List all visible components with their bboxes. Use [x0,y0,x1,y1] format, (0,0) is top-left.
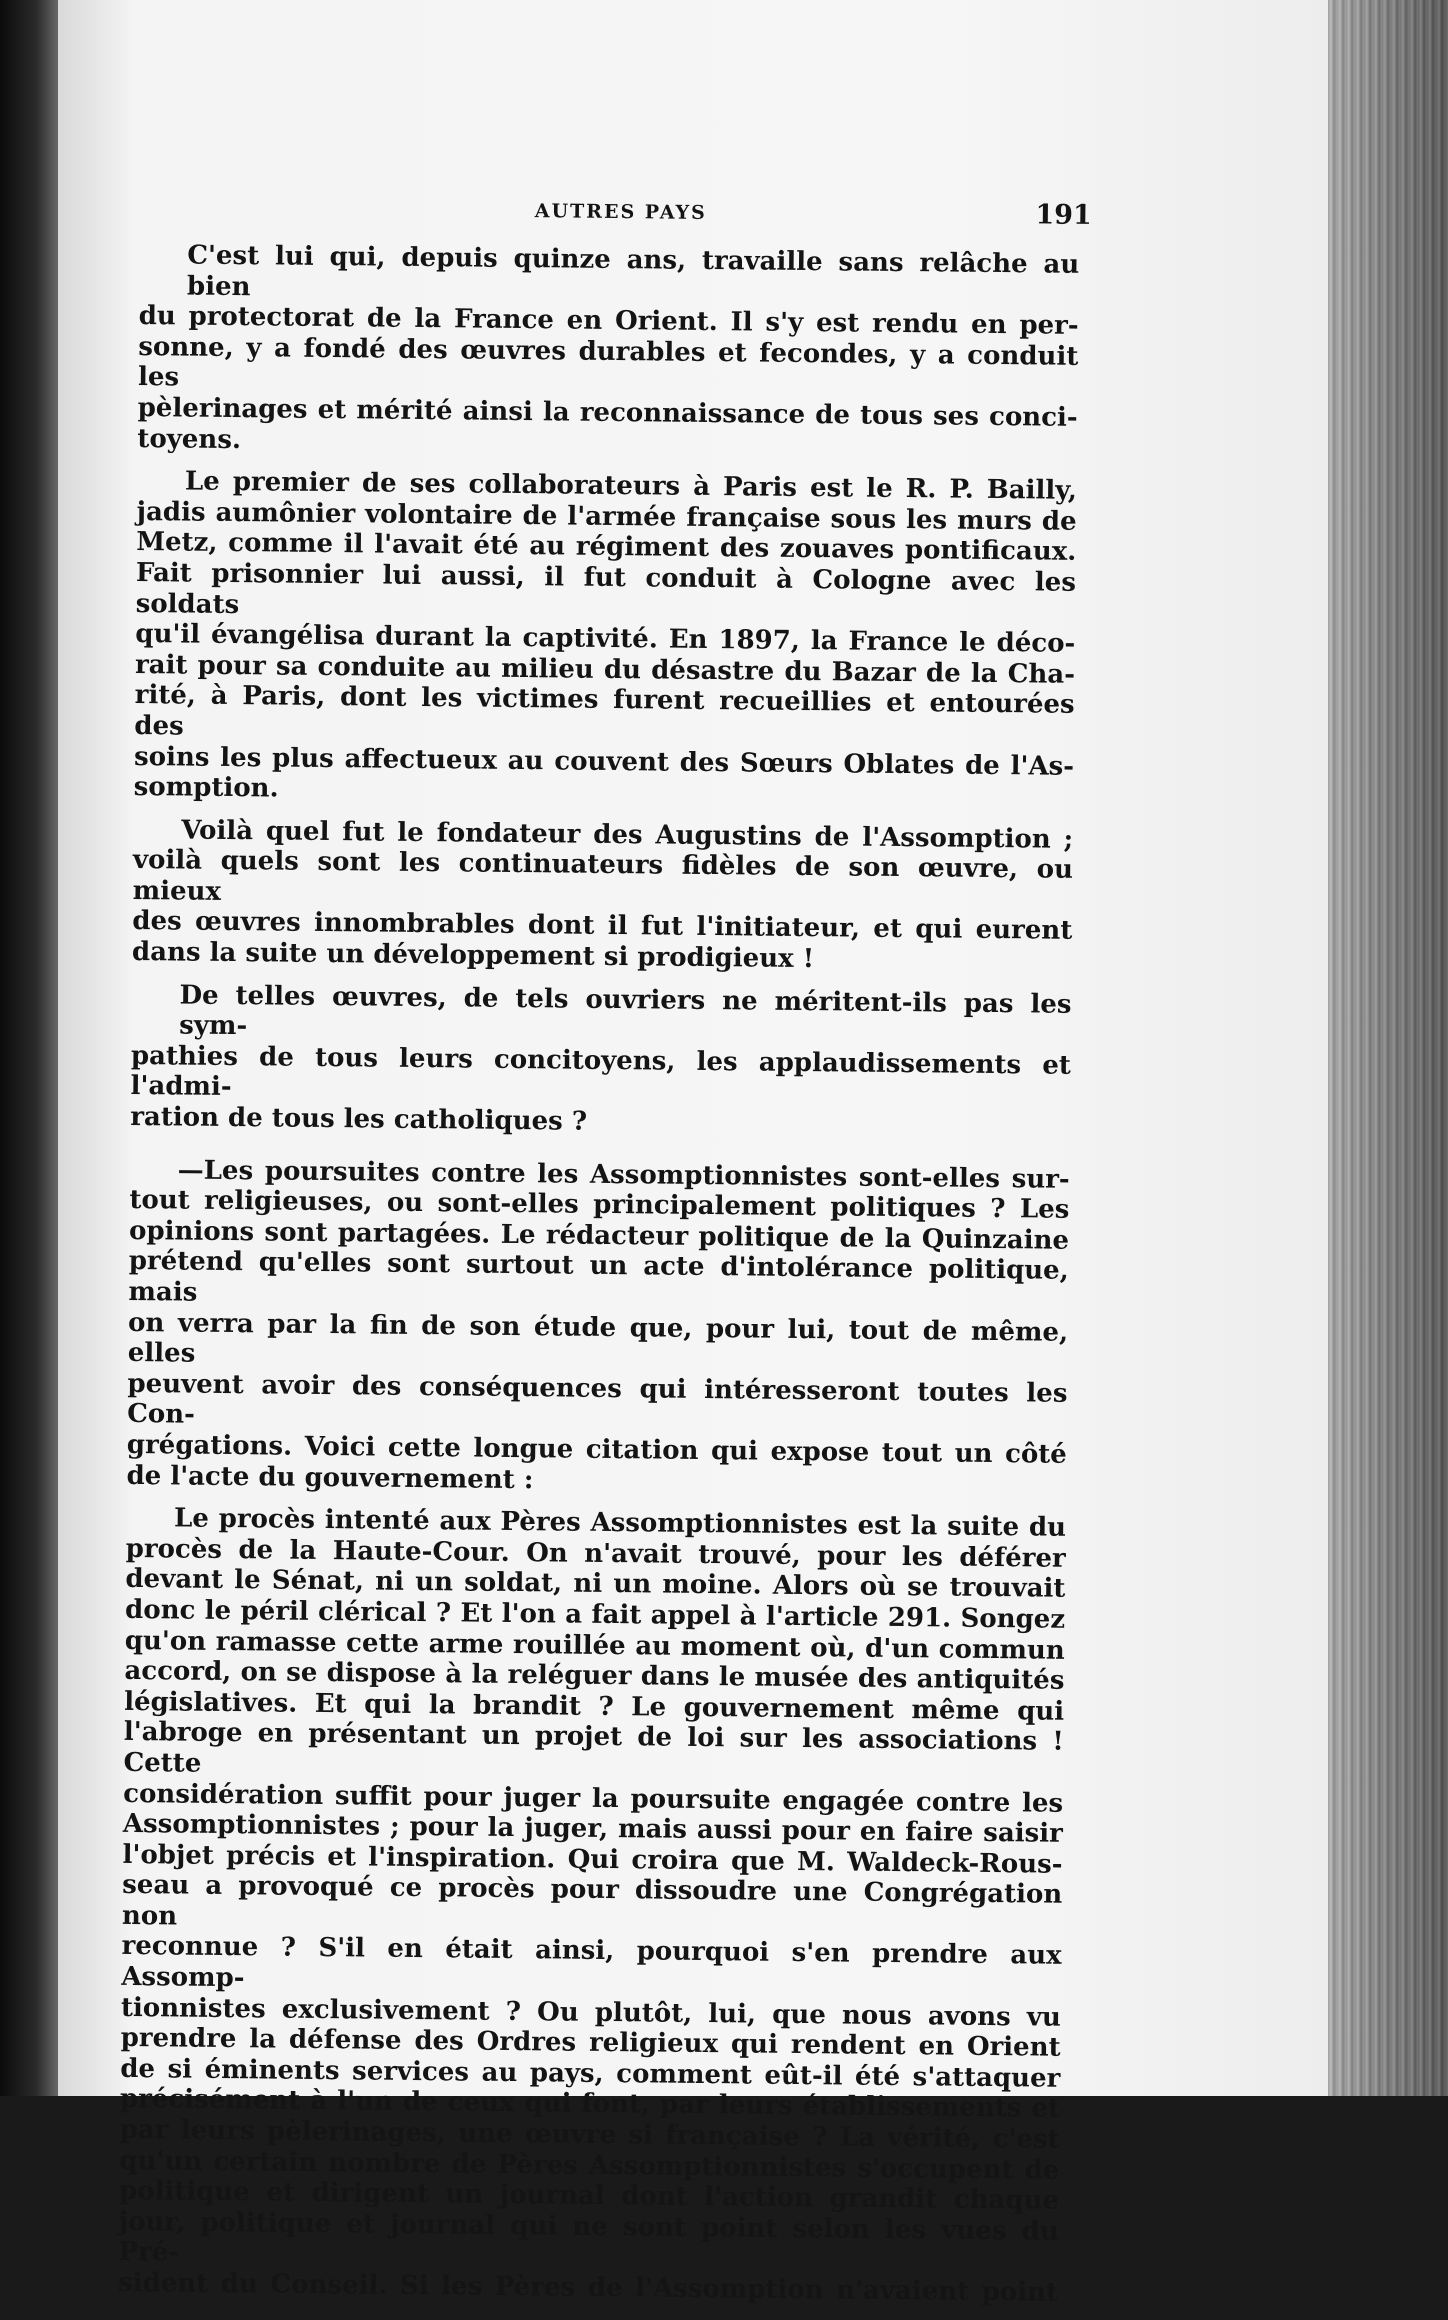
text-line: Voilà quel fut le fondateur des Augustins de l'Assomption ; [181,815,1074,855]
text-line: procès de la Haute-Cour. On n'avait trouvé, pour les déférer [125,1533,1066,1574]
text-line: législatives. Et qui la brandit ? Le gouvernement même qui [124,1686,1065,1727]
text-line: Metz, comme il l'avait été au régiment des zouaves pontificaux. [136,527,1077,568]
text-line: ration de tous les catholiques ? [130,1101,588,1137]
text-line: pèlerinages et mérité ainsi la reconnaissance de tous ses conci- [137,392,1078,433]
text-line: dans la suite un développement si prodigieux ! [131,937,815,975]
text-line: sonne, y a fondé des œuvres durables et fecondes, y a conduit les [137,331,1079,393]
text-line: Assomptionnistes ; pour la juger, mais aussi pour en faire saisir [122,1809,1063,1849]
text-line: pathies de tous leurs concitoyens, les applaudissements et l'admi- [130,1040,1072,1103]
page-header [139,190,1092,248]
text-line: —Les poursuites contre les Assomptionnistes sont-elles sur- [177,1155,1070,1195]
paragraph [134,466,1077,812]
text-line: jadis aumônier volontaire de l'armée française sous les murs de [136,496,1077,537]
text-line: prétend qu'elles sont surtout un acte d'intolérance politique, mais [128,1246,1069,1308]
text-line: de si éminents services au pays, comment eût-il été s'attaquer [120,2053,1061,2094]
text-line: seau a provoqué ce procès pour dissoudre une Congrégation non [121,1870,1063,1932]
paragraph [118,1503,1066,2308]
binding-shadow [0,0,60,2096]
text-line: de l'acte du gouvernement : [126,1460,534,1495]
text-line: voilà quels sont les continuateurs fidèles de son œuvre, ou mieux [132,845,1074,907]
text-line: l'objet précis et l'inspiration. Qui croira que M. Waldeck-Rous- [122,1839,1063,1880]
text-line: qu'un certain nombre de Pères Assomptionnistes s'occupent de [119,2145,1060,2186]
text-line: reconnue ? S'il en était ainsi, pourquoi s'en prendre aux Assomp- [121,1931,1062,1994]
paragraph [137,240,1079,464]
text-line: rité, à Paris, dont les victimes furent recueillies et entourées des [134,680,1075,742]
text-line: soins les plus affectueux au couvent des Sœurs Oblates de l'As- [133,741,1075,782]
page-edges [1328,0,1448,2096]
text-line: C'est lui qui, depuis quinze ans, travaille sans relâche au bien [186,240,1080,302]
text-line: Le procès intenté aux Pères Assomptionnistes est la suite du [173,1503,1067,1543]
text-line: De telles œuvres, de tels ouvriers ne méritent-ils pas les sym- [179,980,1072,1042]
running-head: AUTRES PAYS [534,200,707,224]
text-line: tout religieuses, ou sont-elles principalement politiques ? Les [129,1185,1070,1226]
text-line: qu'il évangélisa durant la captivité. En 1897, la France le déco- [135,619,1076,659]
text-line: devant le Sénat, ni un soldat, ni un moine. Alors où se trouvait [125,1564,1066,1605]
text-line: l'abroge en présentant un projet de loi sur les associations ! Cette [123,1717,1064,1779]
text-line: peuvent avoir des conséquences qui intéresseront toutes les Con- [127,1368,1068,1431]
text-line: Le premier de ses collaborateurs à Paris est le R. P. Bailly, [184,466,1078,506]
text-line: accord, on se dispose à la reléguer dans le musée des antiquités [124,1656,1065,1696]
text-line: rait pour sa conduite au milieu du désastre du Bazar de la Cha- [134,649,1076,690]
text-line: somption. [133,772,279,804]
text-line: des œuvres innombrables dont il fut l'initiateur, et qui eurent [132,906,1073,947]
paragraph [126,1155,1069,1501]
text-line: donc le péril clérical ? Et l'on a fait appel à l'article 291. Songez [124,1594,1066,1635]
text-line: Fait prisonnier lui aussi, il fut conduit à Cologne avec les soldats [135,557,1077,620]
text-line: sident du Conseil. Si les Pères de l'Assomption n'avaient point [117,2267,1059,2308]
text-line: grégations. Voici cette longue citation qui expose tout un côté [126,1429,1067,1470]
text-line: prendre la défense des Ordres religieux qui rendent en Orient [120,2023,1061,2063]
text-block [117,190,1092,2320]
text-line: politique et dirigent un journal dont l'action grandit chaque [118,2176,1060,2216]
text-line: qu'on ramasse cette arme rouillée au moment où, d'un commun [124,1625,1065,1666]
paragraph [130,980,1072,1143]
paragraph [132,815,1074,978]
text-line: par leurs pèlerinages, une œuvre si française ? La vérité, c'est [119,2114,1060,2155]
text-line: on verra par la fin de son étude que, pour lui, tout de même, elles [127,1307,1069,1369]
page-number: 191 [1035,199,1092,231]
text-line: précisément à l'un de ceux qui font, par leurs établissements et [119,2084,1061,2125]
text-line: toyens. [137,423,242,455]
text-line: opinions sont partagées. Le rédacteur politique de la Quinzaine [128,1215,1070,1256]
text-line: considération suffit pour juger la poursuite engagée contre les [123,1778,1064,1819]
text-line: jour, politique et journal qui ne sont point selon les vues du Pré- [118,2206,1059,2268]
text-line: tionnistes exclusivement ? Ou plutôt, lui, que nous avons vu [120,1992,1062,2033]
text-line: du protectorat de la France en Orient. Il s'y est rendu en per- [138,301,1079,342]
